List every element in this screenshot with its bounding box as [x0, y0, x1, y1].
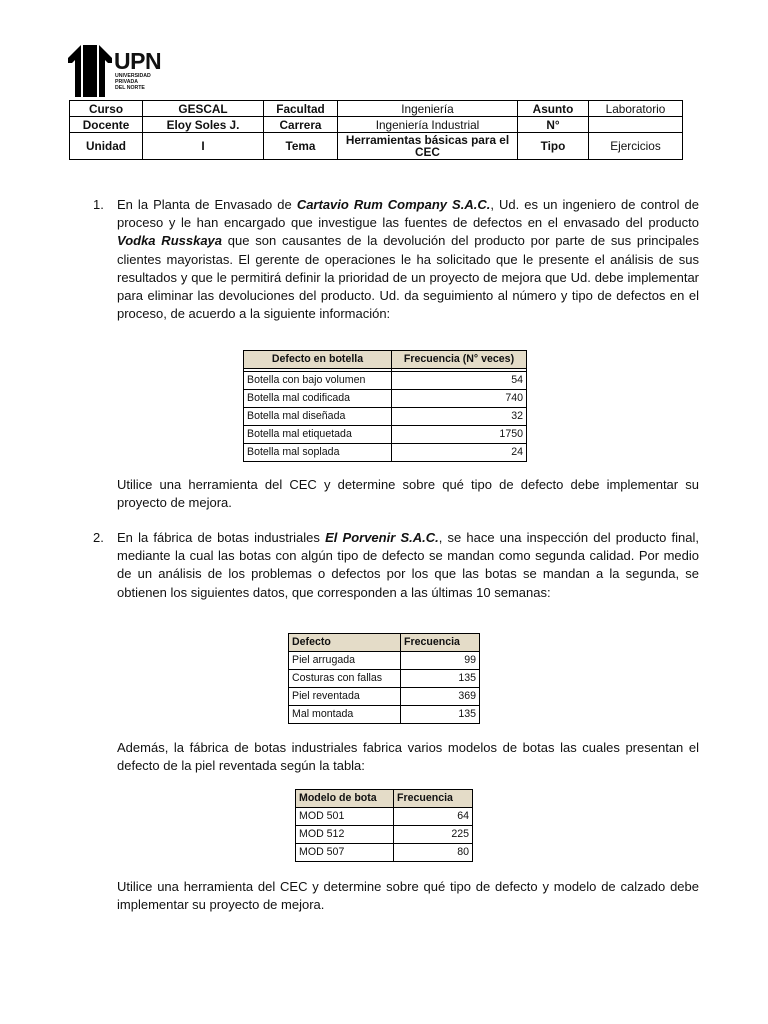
frequency-cell: 740 [392, 390, 527, 408]
model-cell: MOD 512 [296, 826, 394, 844]
defect-cell: Botella mal diseñada [244, 408, 392, 426]
frequency-cell: 80 [394, 844, 473, 862]
table-row [296, 826, 473, 844]
tipo-value: Ejercicios [589, 133, 683, 160]
question-1-number: 1. [93, 197, 104, 212]
curso-label: Curso [70, 101, 143, 117]
column-header: Frecuencia [394, 790, 473, 808]
question-2-middle-text: Además, la fábrica de botas industriales fabrica varios modelos de botas las cuales presentan el defecto de la piel reventada según la tabla: [117, 740, 699, 774]
numero-label: N° [518, 117, 589, 133]
asunto-value: Laboratorio [589, 101, 683, 117]
docente-label: Docente [70, 117, 143, 133]
header-row [70, 101, 683, 117]
header-row [70, 133, 683, 160]
question-1-text: En la Planta de Envasado de Cartavio Rum Company S.A.C., Ud. es un ingeniero de control de proceso y le han encargado que investigue las fuentes de defectos en el envasado del producto Vodka Russkaya que son causantes de la devolución del producto por parte de sus principales clientes mayoristas. El gerente de operaciones le ha solicitado que le presente el análisis de sus resultados y que le permitirá definir la prioridad de un proyecto de mejora que Ud. debe implementar para eliminar las devoluciones del producto. Ud. da seguimiento al número y tipo de defectos en el proceso, de acuerdo a la siguiente información: [117, 197, 699, 322]
upn-logo [68, 45, 168, 97]
header-row [70, 117, 683, 133]
logo-brand: UPN [114, 48, 162, 74]
table-header-row [296, 790, 473, 808]
logo-university-name: UNIVERSIDAD PRIVADA DEL NORTE [115, 73, 151, 91]
model-cell: MOD 507 [296, 844, 394, 862]
defect-cell: Piel arrugada [289, 652, 401, 670]
table-header-row [289, 634, 480, 652]
facultad-value: Ingeniería [338, 101, 518, 117]
boot-defects-table [288, 633, 480, 724]
table-row [296, 808, 473, 826]
question-1-instruction: Utilice una herramienta del CEC y determine sobre qué tipo de defecto debe implementar su proyecto de mejora. [117, 477, 699, 511]
defect-cell: Costuras con fallas [289, 670, 401, 688]
table-row [244, 390, 527, 408]
column-header: Defecto [289, 634, 401, 652]
tema-value: Herramientas básicas para el CEC [338, 133, 518, 160]
table-header-row [244, 351, 527, 369]
frequency-cell: 64 [394, 808, 473, 826]
tipo-label: Tipo [518, 133, 589, 160]
frequency-cell: 99 [401, 652, 480, 670]
table-row [289, 670, 480, 688]
defect-cell: Botella mal etiquetada [244, 426, 392, 444]
unidad-value: I [143, 133, 264, 160]
frequency-cell: 54 [392, 372, 527, 390]
carrera-label: Carrera [264, 117, 338, 133]
question-2-text: En la fábrica de botas industriales El Porvenir S.A.C., se hace una inspección del producto final, mediante la cual las botas con algún tipo de defecto se mandan como segunda calidad. Por medio de un análisis de los problemas o defectos por los que las botas se mandan a la segunda, se obtienen los siguientes datos, que corresponden a las últimas 10 semanas: [117, 530, 699, 600]
numero-value [589, 117, 683, 133]
company-name: Cartavio Rum Company S.A.C. [296, 197, 491, 212]
table-row [289, 706, 480, 724]
frequency-cell: 225 [394, 826, 473, 844]
defect-cell: Botella mal soplada [244, 444, 392, 462]
column-header: Modelo de bota [296, 790, 394, 808]
frequency-cell: 24 [392, 444, 527, 462]
table-row [296, 844, 473, 862]
model-cell: MOD 501 [296, 808, 394, 826]
table-row [289, 688, 480, 706]
curso-value: GESCAL [143, 101, 264, 117]
defect-cell: Botella con bajo volumen [244, 372, 392, 390]
defect-cell: Piel reventada [289, 688, 401, 706]
table-row [289, 652, 480, 670]
bottle-defects-table [243, 350, 527, 462]
frequency-cell: 135 [401, 670, 480, 688]
frequency-cell: 369 [401, 688, 480, 706]
facultad-label: Facultad [264, 101, 338, 117]
table-row [244, 372, 527, 390]
table-row [244, 408, 527, 426]
table-row [244, 426, 527, 444]
product-name: Vodka Russkaya [117, 233, 223, 249]
company-name: El Porvenir S.A.C. [325, 530, 439, 545]
frequency-cell: 32 [392, 408, 527, 426]
course-header-table [69, 100, 683, 160]
question-2-instruction: Utilice una herramienta del CEC y determine sobre qué tipo de defecto y modelo de calzado debe implementar su proyecto de mejora. [117, 879, 699, 913]
column-header: Frecuencia [401, 634, 480, 652]
upn-arrow-logo-icon [68, 45, 112, 97]
frequency-cell: 135 [401, 706, 480, 724]
docente-value: Eloy Soles J. [143, 117, 264, 133]
asunto-label: Asunto [518, 101, 589, 117]
boot-models-table [295, 789, 473, 862]
frequency-cell: 1750 [392, 426, 527, 444]
carrera-value: Ingeniería Industrial [338, 117, 518, 133]
defect-cell: Mal montada [289, 706, 401, 724]
table-row [244, 444, 527, 462]
column-header: Defecto en botella [244, 351, 392, 369]
column-header: Frecuencia (N° veces) [392, 351, 527, 369]
question-2-number: 2. [93, 530, 104, 545]
unidad-label: Unidad [70, 133, 143, 160]
tema-label: Tema [264, 133, 338, 160]
defect-cell: Botella mal codificada [244, 390, 392, 408]
